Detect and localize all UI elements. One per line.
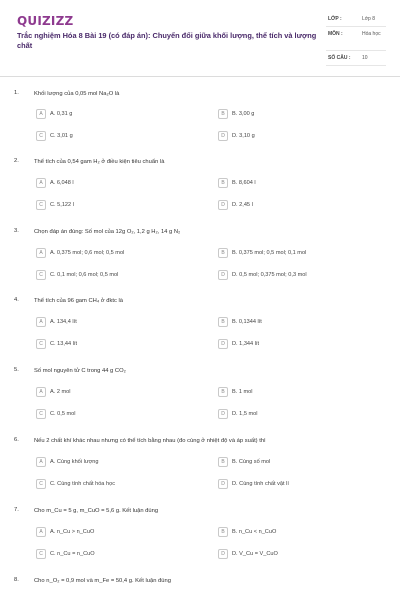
question-text: Cho m_Cu = 5 g, m_CuO = 5,6 g. Kết luận đúng	[34, 508, 159, 514]
question-text: Số mol nguyên tử C trong 44 g CO₂	[34, 368, 126, 374]
option-b-text: B. n_Cu < n_CuO	[232, 528, 277, 535]
meta-count-row	[326, 53, 386, 66]
option-d-text: D. 2,45 l	[232, 201, 253, 208]
question-text: Thể tích của 0,54 gam H₂ ở điều kiện tiêu chuẩn là	[34, 159, 165, 165]
quizizz-logo: QUIZIZZ	[17, 14, 74, 28]
option-a[interactable]	[36, 315, 77, 328]
question-number: 5.	[14, 367, 19, 373]
option-a-badge: A	[36, 178, 46, 188]
option-c-badge: C	[36, 549, 46, 559]
option-d-text: D. V_Cu = V_CuO	[232, 550, 278, 557]
option-b[interactable]	[218, 107, 254, 120]
option-d-badge: D	[218, 200, 228, 210]
option-a-badge: A	[36, 317, 46, 327]
option-b-text: B. 0,1344 lít	[232, 318, 262, 325]
option-c-text: C. n_Cu = n_CuO	[50, 550, 95, 557]
worksheet-title: Trắc nghiệm Hóa 8 Bài 19 (có đáp án): Chuyển đổi giữa khối lượng, thể tích và lượng chất	[17, 31, 317, 50]
option-a[interactable]	[36, 107, 72, 120]
question-number: 4.	[14, 297, 19, 303]
option-d-badge: D	[218, 270, 228, 280]
meta-class-label: LỚP :	[328, 16, 342, 22]
option-c-text: C. 0,5 mol	[50, 410, 76, 417]
option-d-text: D. 1,344 lít	[232, 340, 260, 347]
option-c-badge: C	[36, 479, 46, 489]
option-a-text: A. 134,4 lít	[50, 318, 77, 325]
option-d-text: D. 1,5 mol	[232, 410, 258, 417]
question-text: Thể tích của 96 gam CH₄ ở đktc là	[34, 298, 123, 304]
option-b-text: B. 8,604 l	[232, 179, 256, 186]
option-a-badge: A	[36, 387, 46, 397]
option-a-text: A. n_Cu > n_CuO	[50, 528, 95, 535]
option-c[interactable]	[36, 337, 77, 350]
option-c-text: C. 13,44 lít	[50, 340, 78, 347]
question-number: 2.	[14, 158, 19, 164]
option-c[interactable]	[36, 268, 118, 281]
option-a-text: A. 0,375 mol; 0,6 mol; 0,5 mol	[50, 249, 125, 256]
option-a-badge: A	[36, 248, 46, 258]
option-b[interactable]	[218, 455, 270, 468]
meta-info	[326, 14, 386, 68]
question-number: 1.	[14, 90, 19, 96]
option-c-badge: C	[36, 131, 46, 141]
worksheet-header	[0, 0, 400, 76]
option-d-text: D. Cùng tính chất vật lí	[232, 480, 289, 487]
option-b-badge: B	[218, 109, 228, 119]
option-d-badge: D	[218, 549, 228, 559]
option-b-text: B. 1 mol	[232, 388, 253, 395]
option-b-text: B. 3,00 g	[232, 110, 255, 117]
option-a[interactable]	[36, 246, 124, 259]
meta-class-row	[326, 14, 386, 27]
question-number: 7.	[14, 507, 19, 513]
header-divider	[0, 76, 400, 77]
option-c-text: C. 3,01 g	[50, 132, 73, 139]
option-b-badge: B	[218, 178, 228, 188]
option-a-text: A. 0,31 g	[50, 110, 73, 117]
option-d[interactable]	[218, 198, 253, 211]
option-d[interactable]	[218, 477, 289, 490]
option-b[interactable]	[218, 315, 262, 328]
meta-subject-value: Hóa học	[362, 31, 381, 37]
option-b-badge: B	[218, 317, 228, 327]
option-d-badge: D	[218, 131, 228, 141]
meta-count-value: 10	[362, 55, 368, 61]
option-a[interactable]	[36, 455, 98, 468]
option-d-text: D. 0,5 mol; 0,375 mol; 0,3 mol	[232, 271, 307, 278]
option-d[interactable]	[218, 268, 307, 281]
option-c-text: C. Cùng tính chất hóa học	[50, 480, 115, 487]
option-a-badge: A	[36, 109, 46, 119]
option-d[interactable]	[218, 407, 258, 420]
option-d[interactable]	[218, 129, 255, 142]
option-c[interactable]	[36, 477, 115, 490]
option-a-badge: A	[36, 527, 46, 537]
option-d[interactable]	[218, 547, 278, 560]
option-b-text: B. Cùng số mol	[232, 458, 271, 465]
option-a[interactable]	[36, 176, 74, 189]
option-c-badge: C	[36, 339, 46, 349]
option-a-text: A. Cùng khối lượng	[50, 458, 99, 465]
option-d-badge: D	[218, 339, 228, 349]
question-number: 6.	[14, 437, 19, 443]
option-a-text: A. 2 mol	[50, 388, 71, 395]
meta-subject-row	[326, 29, 386, 51]
option-b-badge: B	[218, 248, 228, 258]
question-text: Khối lượng của 0,05 mol Na₂O là	[34, 91, 120, 97]
meta-subject-label: MÔN :	[328, 31, 343, 37]
option-c-text: C. 5,122 l	[50, 201, 74, 208]
option-c-badge: C	[36, 200, 46, 210]
option-b-text: B. 0,375 mol; 0,5 mol; 0,1 mol	[232, 249, 307, 256]
option-c[interactable]	[36, 407, 76, 420]
option-d-text: D. 3,10 g	[232, 132, 255, 139]
option-d-badge: D	[218, 409, 228, 419]
question-text: Cho n_O₂ = 0,9 mol và m_Fe = 50,4 g. Kết luận đúng	[34, 578, 171, 584]
option-b-badge: B	[218, 527, 228, 537]
option-d-badge: D	[218, 479, 228, 489]
option-b[interactable]	[218, 385, 253, 398]
option-b-badge: B	[218, 387, 228, 397]
option-b[interactable]	[218, 525, 276, 538]
question-number: 3.	[14, 228, 19, 234]
option-b[interactable]	[218, 176, 256, 189]
option-a-badge: A	[36, 457, 46, 467]
option-a[interactable]	[36, 525, 94, 538]
option-c[interactable]	[36, 198, 74, 211]
question-text: Nếu 2 chất khí khác nhau nhưng có thể tích bằng nhau (đo cùng ở nhiệt độ và áp suất) thì	[34, 438, 266, 444]
option-b-badge: B	[218, 457, 228, 467]
option-c-badge: C	[36, 409, 46, 419]
option-c[interactable]	[36, 129, 73, 142]
question-text: Chọn đáp án đúng: Số mol của 12g O₂, 1,2 g H₂, 14 g N₂	[34, 229, 181, 235]
option-c-text: C. 0,1 mol; 0,6 mol; 0,5 mol	[50, 271, 119, 278]
option-b[interactable]	[218, 246, 306, 259]
option-a[interactable]	[36, 385, 71, 398]
meta-count-label: SỐ CÂU :	[328, 55, 351, 61]
option-a-text: A. 6,048 l	[50, 179, 74, 186]
option-c[interactable]	[36, 547, 95, 560]
option-d[interactable]	[218, 337, 259, 350]
option-c-badge: C	[36, 270, 46, 280]
question-number: 8.	[14, 577, 19, 583]
meta-class-value: Lớp 8	[362, 16, 376, 22]
